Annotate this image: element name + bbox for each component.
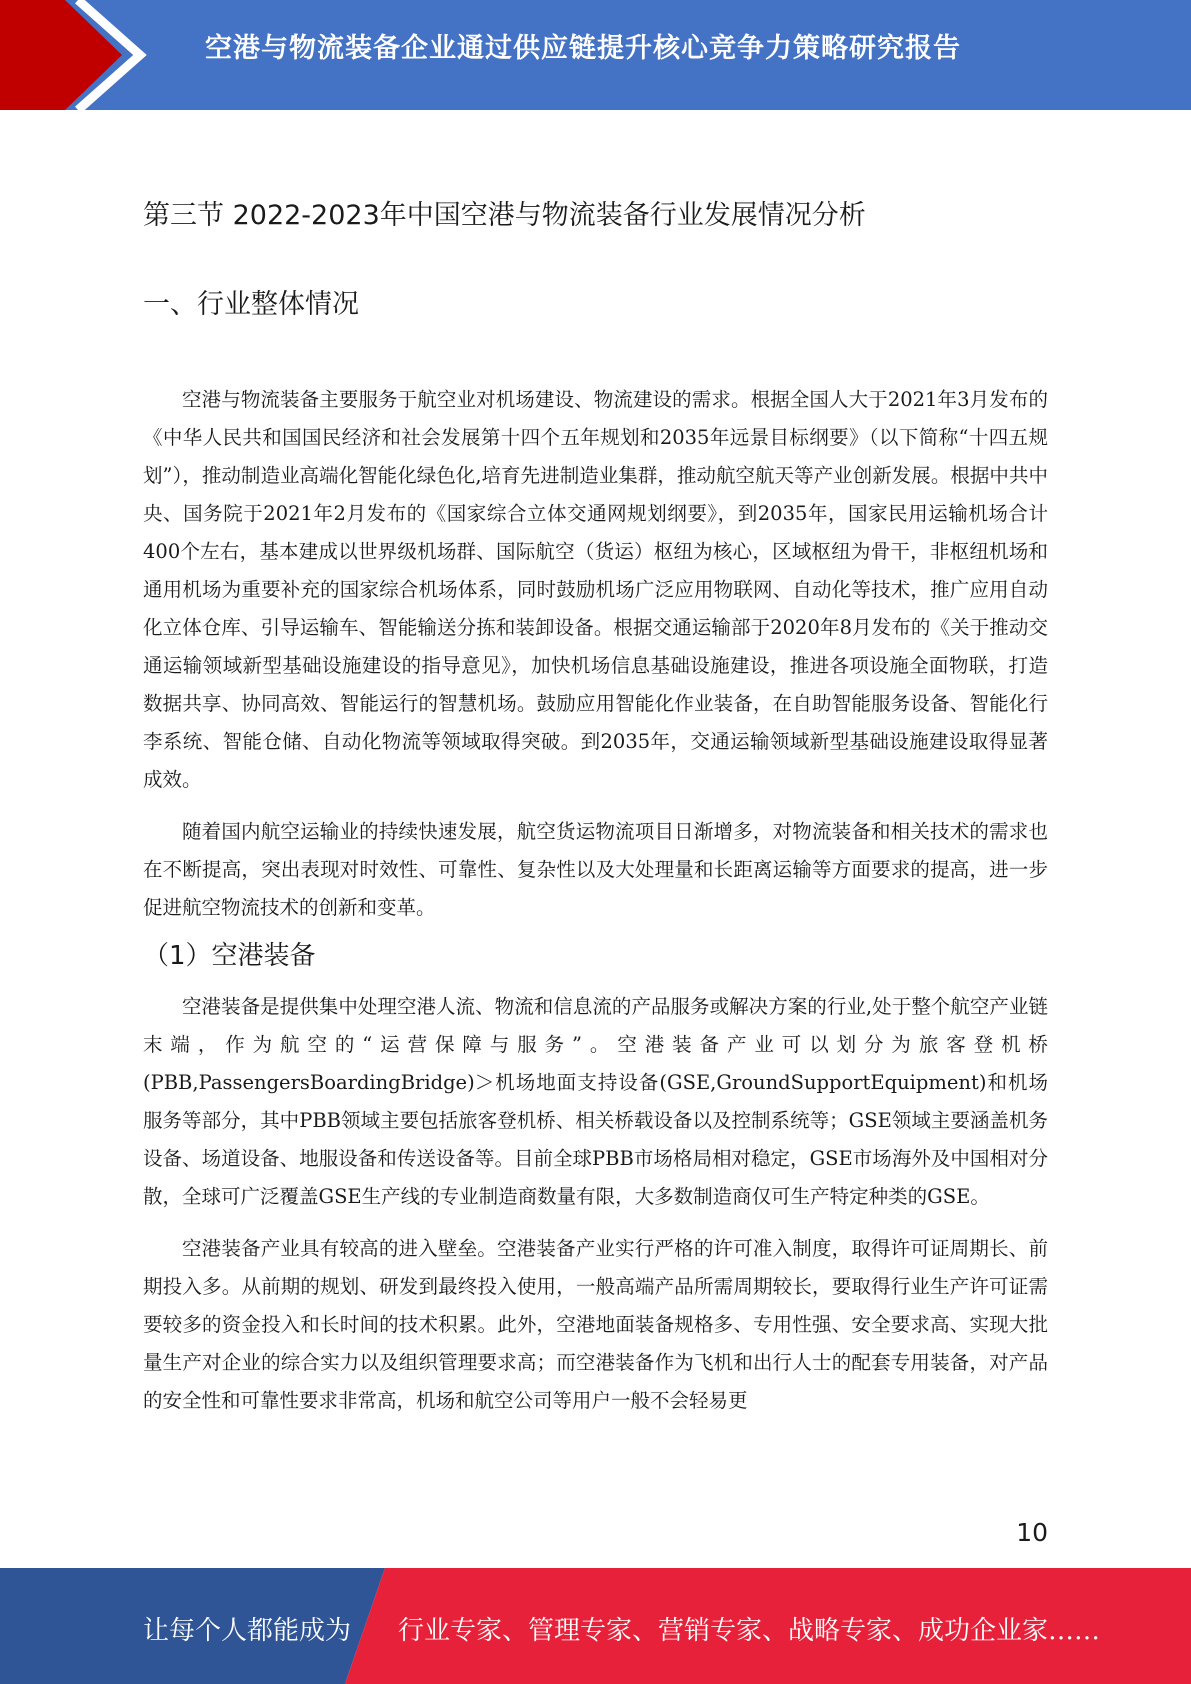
page-number: 10 xyxy=(1016,1518,1048,1547)
page-footer-band xyxy=(0,1568,1191,1684)
paragraph-1: 空港与物流装备主要服务于航空业对机场建设、物流建设的需求。根据全国人大于2021年3月发布的《中华人民共和国国民经济和社会发展第十四个五年规划和2035年远景目标纲要》（以下简称“十四五规划”），推动制造业高端化智能化绿色化,培育先进制造业集群，推动航空航天等产业创新发展。根据中共中央、国务院于2021年2月发布的《国家综合立体交通网规划纲要》，到2035年，国家民用运输机场合计400个左右，基本建成以世界级机场群、国际航空（货运）枢纽为核心，区域枢纽为骨干，非枢纽机场和通用机场为重要补充的国家综合机场体系，同时鼓励机场广泛应用物联网、自动化等技术，推广应用自动化立体仓库、引导运输车、智能输送分拣和装卸设备。根据交通运输部于2020年8月发布的《关于推动交通运输领域新型基础设施建设的指导意见》，加快机场信息基础设施建设，推进各项设施全面物联，打造数据共享、协同高效、智能运行的智慧机场。鼓励应用智能化作业装备，在自助智能服务设备、智能化行李系统、智能仓储、自动化物流等领域取得突破。到2035年，交通运输领域新型基础设施建设取得显著成效。 xyxy=(143,388,1048,791)
report-title: 空港与物流装备企业通过供应链提升核心竞争力策略研究报告 xyxy=(205,33,961,64)
paragraph-4: 空港装备产业具有较高的进入壁垒。空港装备产业实行严格的许可准入制度，取得许可证周期长、前期投入多。从前期的规划、研发到最终投入使用，一般高端产品所需周期较长，要取得行业生产许可证需要较多的资金投入和长时间的技术积累。此外，空港地面装备规格多、专用性强、安全要求高、实现大批量生产对企业的综合实力以及组织管理要求高；而空港装备作为飞机和出行人士的配套专用装备，对产品的安全性和可靠性要求非常高，机场和航空公司等用户一般不会轻易更 xyxy=(143,1237,1048,1412)
heading-industry-overview: 一、行业整体情况 xyxy=(143,289,359,320)
footer-slogan-left: 让每个人都能成为 xyxy=(143,1616,352,1646)
page-header-band xyxy=(0,0,1191,110)
section-title: 第三节 2022-2023年中国空港与物流装备行业发展情况分析 xyxy=(143,200,866,231)
page-content xyxy=(143,180,1048,1420)
heading-airport-equipment: （1）空港装备 xyxy=(143,941,316,971)
paragraph-2: 随着国内航空运输业的持续快速发展，航空货运物流项目日渐增多，对物流装备和相关技术的需求也在不断提高，突出表现对时效性、可靠性、复杂性以及大处理量和长距离运输等方面要求的提高，进一步促进航空物流技术的创新和变革。 xyxy=(143,820,1048,919)
footer-slogan-right: 行业专家、管理专家、营销专家、战略专家、成功企业家…… xyxy=(398,1616,1101,1646)
paragraph-3: 空港装备是提供集中处理空港人流、物流和信息流的产品服务或解决方案的行业,处于整个航空产业链末端，作为航空的“运营保障与服务”。空港装备产业可以划分为旅客登机桥(PBB,PassengersBoardingBridge)＞机场地面支持设备(GSE,GroundSupportEquipment)和机场服务等部分，其中PBB领域主要包括旅客登机桥、相关桥载设备以及控制系统等；GSE领域主要涵盖机务设备、场道设备、地服设备和传送设备等。目前全球PBB市场格局相对稳定，GSE市场海外及中国相对分散，全球可广泛覆盖GSE生产线的专业制造商数量有限，大多数制造商仅可生产特定种类的GSE。 xyxy=(143,995,1048,1208)
